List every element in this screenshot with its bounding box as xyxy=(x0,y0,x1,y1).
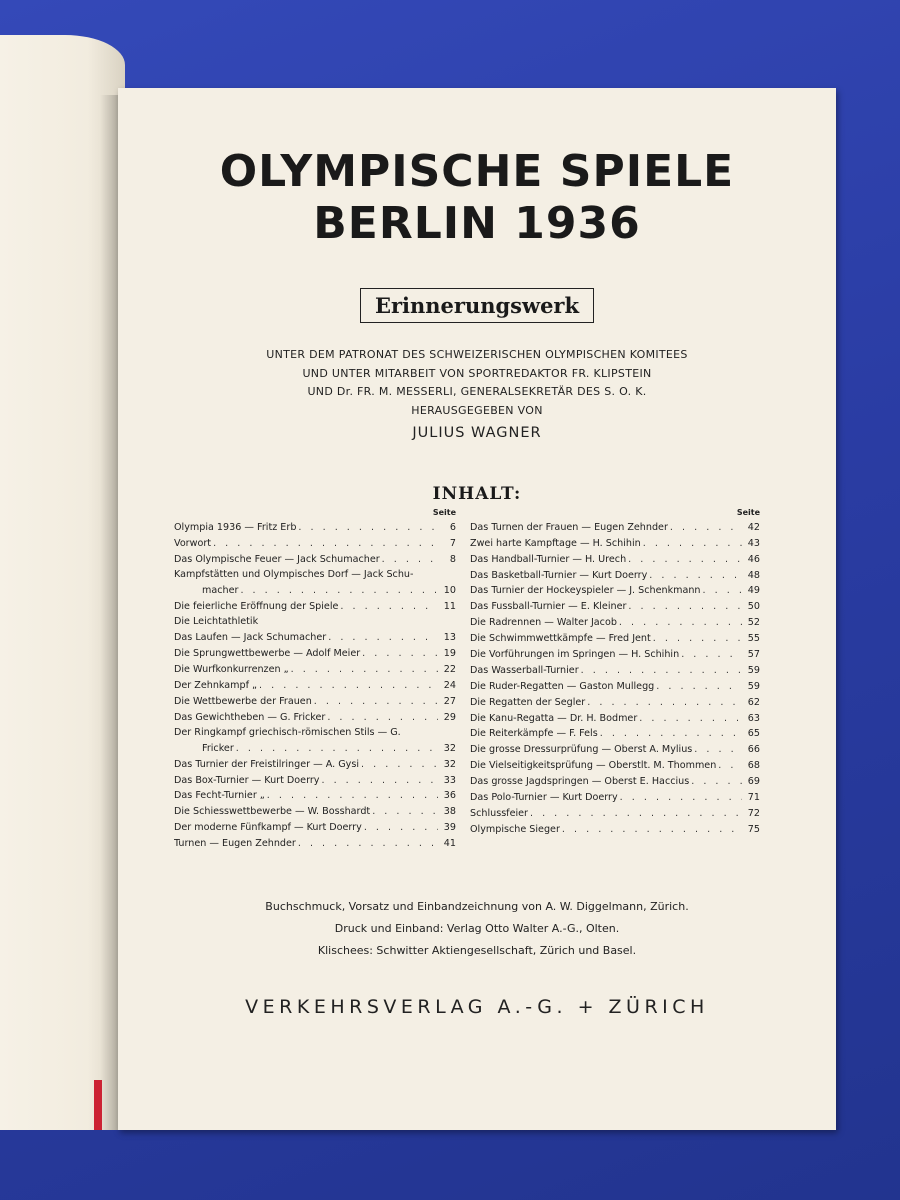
leader-dots xyxy=(581,665,742,676)
toc-entry-title-cont: Fricker xyxy=(202,742,234,754)
leader-dots xyxy=(639,713,742,724)
publisher: VERKEHRSVERLAG A.-G. + ZÜRICH xyxy=(245,996,709,1018)
toc-entry-title: Turnen — Eugen Zehnder xyxy=(174,838,296,850)
toc-entry-title: Das Laufen — Jack Schumacher xyxy=(174,632,327,644)
leader-dots xyxy=(643,538,742,549)
toc-entry-title: Die Wettbewerbe der Frauen xyxy=(174,695,312,707)
toc-entry xyxy=(174,517,456,533)
toc-entry-title: Die Regatten der Segler xyxy=(470,696,586,708)
toc-entry-title: Die Ruder-Regatten — Gaston Mullegg xyxy=(470,680,655,692)
toc-entry-page: 29 xyxy=(443,711,456,723)
leader-dots xyxy=(298,838,438,849)
leader-dots xyxy=(718,760,742,771)
leader-dots xyxy=(321,775,438,786)
toc-entry xyxy=(174,786,456,802)
toc-entry-title: Die feierliche Eröffnung der Spiele xyxy=(174,600,339,612)
toc-entry-page: 50 xyxy=(747,601,760,613)
toc-entry-title: Olympia 1936 — Fritz Erb xyxy=(174,521,297,533)
leader-dots xyxy=(298,522,438,533)
leader-dots xyxy=(236,743,438,754)
print-info xyxy=(118,896,836,962)
toc-entry-page: 13 xyxy=(443,632,456,644)
toc-right-column xyxy=(470,508,760,835)
toc-entry xyxy=(174,801,456,817)
toc-entry-page: 11 xyxy=(443,600,456,612)
toc-entry xyxy=(470,787,760,803)
leader-dots xyxy=(267,790,438,801)
toc-entry xyxy=(470,724,760,740)
toc-entry-title: Das grosse Jagdspringen — Oberst E. Haccius xyxy=(470,776,690,788)
toc-entry-page: 32 xyxy=(443,758,456,770)
page-column-label: Seite xyxy=(736,508,760,517)
leader-dots xyxy=(600,728,742,739)
toc-entry xyxy=(174,612,456,628)
toc-entry xyxy=(174,596,456,612)
toc-entry xyxy=(174,675,456,691)
toc-entry-page: 66 xyxy=(747,744,760,756)
toc-entry-page: 68 xyxy=(747,760,760,772)
leader-dots xyxy=(240,585,438,596)
toc-entry-title: Die Vielseitigkeitsprüfung — Oberstlt. M. Thommen xyxy=(470,760,717,772)
title-line-2: BERLIN 1936 xyxy=(313,198,641,249)
toc-entry-title: Das Basketball-Turnier — Kurt Doerry xyxy=(470,569,648,581)
toc-entry-page: 19 xyxy=(443,648,456,660)
toc-entry xyxy=(174,549,456,565)
toc-entry-title: Die Wurfkonkurrenzen „ xyxy=(174,664,289,676)
toc-entry-page: 22 xyxy=(443,664,456,676)
toc-entry-title: Das Turnen der Frauen — Eugen Zehnder xyxy=(470,521,668,533)
toc-entry-page: 72 xyxy=(747,807,760,819)
leader-dots xyxy=(340,601,438,612)
leader-dots xyxy=(628,554,742,565)
editor-name: JULIUS WAGNER xyxy=(412,425,542,441)
toc-entry xyxy=(470,660,760,676)
print-info-line: Druck und Einband: Verlag Otto Walter A.-G., Olten. xyxy=(334,922,620,935)
toc-entry-page: 49 xyxy=(747,585,760,597)
toc-entry xyxy=(174,659,456,675)
leader-dots xyxy=(314,696,438,707)
leader-dots xyxy=(213,538,438,549)
leader-dots xyxy=(259,680,438,691)
leader-dots xyxy=(364,822,438,833)
toc-entry-page: 33 xyxy=(443,774,456,786)
leader-dots xyxy=(372,806,438,817)
toc-entry-page: 6 xyxy=(449,521,456,533)
credits-line: UND UNTER MITARBEIT VON SPORTREDAKTOR FR. KLIPSTEIN xyxy=(302,366,652,380)
page-column-label: Seite xyxy=(432,508,456,517)
leader-dots xyxy=(681,649,742,660)
toc-heading: INHALT: xyxy=(432,484,522,504)
toc-entry-title: Der moderne Fünfkampf — Kurt Doerry xyxy=(174,822,362,834)
toc-entry-page: 27 xyxy=(443,695,456,707)
print-info-line: Buchschmuck, Vorsatz und Einbandzeichnung von A. W. Diggelmann, Zürich. xyxy=(265,900,689,913)
toc-entry-page: 10 xyxy=(443,584,456,596)
leader-dots xyxy=(703,585,742,596)
print-info-line: Klischees: Schwitter Aktiengesellschaft, Zürich und Basel. xyxy=(317,944,637,957)
toc-entry-title: Der Zehnkampf „ xyxy=(174,680,258,692)
leader-dots xyxy=(587,697,742,708)
toc-entry-page: 32 xyxy=(443,742,456,754)
toc-entry-page: 8 xyxy=(449,553,456,565)
toc-entry-title: Das Fussball-Turnier — E. Kleiner xyxy=(470,601,627,613)
toc-entry xyxy=(470,676,760,692)
toc-entry xyxy=(470,517,760,533)
toc-entry-page: 62 xyxy=(747,696,760,708)
credits-line: HERAUSGEGEBEN VON xyxy=(411,403,543,417)
leader-dots xyxy=(656,681,742,692)
toc-entry xyxy=(174,627,456,643)
toc-entry xyxy=(174,723,456,754)
toc-entry-title: Die Kanu-Regatta — Dr. H. Bodmer xyxy=(470,712,638,724)
toc-entry-title: Die Sprungwettbewerbe — Adolf Meier xyxy=(174,648,361,660)
toc-entry-page: 48 xyxy=(747,569,760,581)
toc-entry-title: Schlussfeier xyxy=(470,807,528,819)
toc-entry xyxy=(470,708,760,724)
toc-entry xyxy=(470,549,760,565)
toc-entry-title: Die Leichtathletik xyxy=(174,616,259,628)
toc-entry-page: 7 xyxy=(449,537,456,549)
subtitle: Erinnerungswerk xyxy=(360,288,594,323)
toc-entry xyxy=(470,596,760,612)
toc-entry xyxy=(174,833,456,849)
toc-entry xyxy=(470,819,760,835)
toc-entry-title: Das Turnier der Freistilringer — A. Gysi xyxy=(174,758,360,770)
toc-entry xyxy=(174,565,456,596)
toc-entry xyxy=(174,691,456,707)
toc-entry xyxy=(470,612,760,628)
leader-dots xyxy=(327,712,438,723)
toc-entry xyxy=(174,817,456,833)
toc-entry xyxy=(470,755,760,771)
toc-entry-page: 46 xyxy=(747,553,760,565)
toc-entry-title: Die Vorführungen im Springen — H. Schihin xyxy=(470,649,680,661)
toc-entry-title: Das Box-Turnier — Kurt Doerry xyxy=(174,774,320,786)
toc-entry-title: Die Schiesswettbewerbe — W. Bosshardt xyxy=(174,806,371,818)
leader-dots xyxy=(620,792,742,803)
toc-entry-page: 63 xyxy=(747,712,760,724)
toc-entry-title-cont: macher xyxy=(202,584,239,596)
toc-entry-page: 43 xyxy=(747,537,760,549)
toc-entry-title: Das Olympische Feuer — Jack Schumacher xyxy=(174,553,380,565)
toc-entry-title: Vorwort xyxy=(174,537,212,549)
leader-dots xyxy=(382,554,438,565)
leader-dots xyxy=(653,633,742,644)
toc-entry-title: Zwei harte Kampftage — H. Schihin xyxy=(470,537,641,549)
leader-dots xyxy=(694,744,742,755)
toc-entry xyxy=(174,754,456,770)
toc-entry-page: 24 xyxy=(443,680,456,692)
toc-entry xyxy=(174,643,456,659)
toc-entry-page: 39 xyxy=(443,822,456,834)
toc-entry xyxy=(470,565,760,581)
toc-entry-page: 59 xyxy=(747,680,760,692)
toc-entry-title: Die Reiterkämpfe — F. Fels xyxy=(470,728,598,740)
title-line-1: OLYMPISCHE SPIELE xyxy=(219,146,735,197)
toc-entry-page: 38 xyxy=(443,806,456,818)
toc-entry-page: 69 xyxy=(747,776,760,788)
leader-dots xyxy=(691,776,742,787)
toc-entry xyxy=(470,803,760,819)
toc-entry xyxy=(470,644,760,660)
toc-entry-page: 65 xyxy=(747,728,760,740)
toc-entry-page: 59 xyxy=(747,664,760,676)
toc-entry xyxy=(174,533,456,549)
toc-left-column xyxy=(174,508,456,849)
toc-entry-title: Die Schwimmwettkämpfe — Fred Jent xyxy=(470,633,651,645)
toc-entry-title: Olympische Sieger xyxy=(470,823,560,835)
title-page xyxy=(118,88,836,1130)
leader-dots xyxy=(291,664,438,675)
toc-entry-title: Das Handball-Turnier — H. Urech xyxy=(470,553,627,565)
leader-dots xyxy=(670,522,742,533)
toc-entry-page: 71 xyxy=(747,792,760,804)
toc-entry-title: Das Fecht-Turnier „ xyxy=(174,790,265,802)
toc-entry xyxy=(470,581,760,597)
toc-entry-page: 75 xyxy=(747,823,760,835)
leader-dots xyxy=(361,759,438,770)
toc-entry-title: Das Polo-Turnier — Kurt Doerry xyxy=(470,792,618,804)
page-edge-mark xyxy=(94,1080,102,1130)
toc-entry-title: Das Gewichtheben — G. Fricker xyxy=(174,711,326,723)
toc-entry xyxy=(470,771,760,787)
leader-dots xyxy=(562,824,742,835)
toc-entry-title: Der Ringkampf griechisch-römischen Stils — G. xyxy=(174,726,401,738)
credits-line: UNTER DEM PATRONAT DES SCHWEIZERISCHEN OLYMPISCHEN KOMITEES xyxy=(266,348,688,361)
toc-entry xyxy=(174,707,456,723)
toc-entry-title: Das Wasserball-Turnier xyxy=(470,664,579,676)
credits-line: UND Dr. FR. M. MESSERLI, GENERALSEKRETÄR DES S. O. K. xyxy=(307,385,647,398)
toc-entry xyxy=(470,628,760,644)
toc-entry-page: 52 xyxy=(747,617,760,629)
toc-entry-page: 42 xyxy=(747,521,760,533)
leader-dots xyxy=(530,808,742,819)
toc-entry-page: 57 xyxy=(747,649,760,661)
credits xyxy=(118,346,836,420)
toc-entry-page: 55 xyxy=(747,633,760,645)
toc-entry-title: Die grosse Dressurprüfung — Oberst A. Mylius xyxy=(470,744,693,756)
toc-entry-title: Die Radrennen — Walter Jacob xyxy=(470,617,617,629)
toc-entry xyxy=(470,533,760,549)
leader-dots xyxy=(362,648,438,659)
leader-dots xyxy=(619,617,742,628)
toc-entry xyxy=(174,770,456,786)
toc-entry xyxy=(470,692,760,708)
leader-dots xyxy=(328,632,438,643)
toc-entry-page: 41 xyxy=(443,838,456,850)
toc-entry-page: 36 xyxy=(443,790,456,802)
leader-dots xyxy=(649,570,742,581)
toc-entry-title: Das Turnier der Hockeyspieler — J. Schenkmann xyxy=(470,585,701,597)
toc-entry-title: Kampfstätten und Olympisches Dorf — Jack Schu- xyxy=(174,568,414,580)
subtitle-box xyxy=(118,288,836,323)
toc-entry xyxy=(470,739,760,755)
leader-dots xyxy=(628,601,742,612)
